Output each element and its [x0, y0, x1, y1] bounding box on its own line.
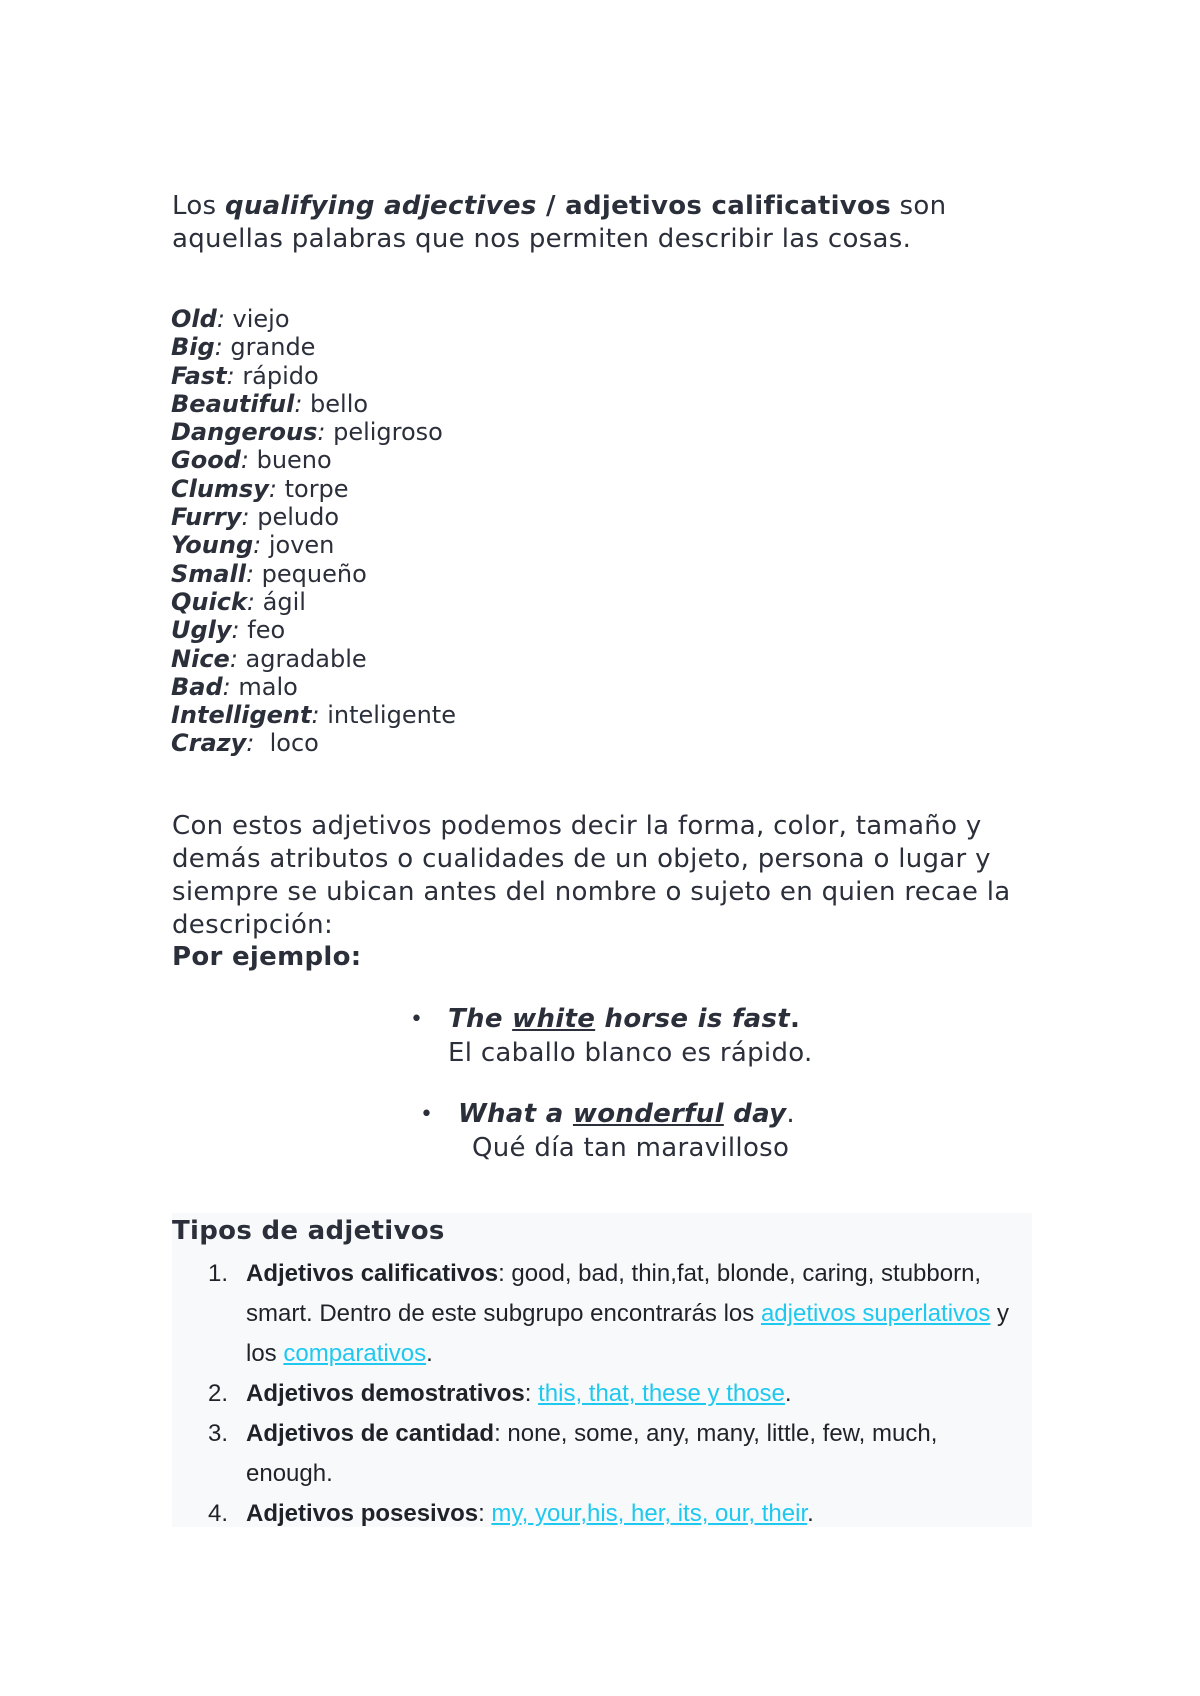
- vocab-item: Young: joven: [171, 531, 335, 560]
- vocab-spanish: bello: [302, 389, 369, 418]
- bullet-icon: •: [410, 1007, 424, 1032]
- vocab-english: Small: [171, 559, 246, 588]
- vocab-english: Clumsy: [171, 474, 269, 503]
- vocab-spanish: bueno: [248, 446, 332, 475]
- vocab-english: Beautiful: [171, 389, 295, 418]
- list-item: [208, 1414, 1028, 1494]
- term-english: qualifying adjectives: [224, 191, 537, 221]
- intro-text-end: son aquellas palabras que nos permiten describir las cosas.: [172, 191, 947, 254]
- vocab-spanish: feo: [239, 616, 286, 645]
- term-spanish: adjetivos calificativos: [565, 191, 891, 221]
- vocab-item: Big: grande: [171, 333, 316, 362]
- vocab-item: Small: pequeño: [171, 559, 367, 588]
- vocab-english: Furry: [171, 503, 242, 532]
- vocab-item: Old: viejo: [171, 305, 290, 333]
- possessives-link[interactable]: my, your,his, her, its, our, their: [491, 1500, 808, 1527]
- vocab-english: Big: [171, 333, 215, 362]
- vocab-item: Ugly: feo: [171, 616, 286, 645]
- type-label: Adjetivos calificativos: [246, 1260, 499, 1287]
- vocab-spanish: viejo: [224, 305, 290, 333]
- list-item: 2. Adjetivos demostrativos: this, that, these y those.: [208, 1374, 1028, 1414]
- vocab-spanish: torpe: [276, 474, 349, 503]
- vocab-spanish: joven: [261, 531, 335, 560]
- list-number: 3.: [208, 1420, 229, 1447]
- vocab-english: Fast: [171, 361, 227, 390]
- demonstratives-link[interactable]: this, that, these y those: [538, 1380, 785, 1407]
- types-list: [208, 1254, 1028, 1534]
- comparatives-link[interactable]: comparativos: [283, 1340, 427, 1367]
- type-label: Adjetivos demostrativos: [246, 1380, 525, 1407]
- vocab-item: Crazy: loco: [171, 729, 319, 758]
- vocab-item: Good: bueno: [171, 446, 332, 475]
- vocab-english: Bad: [171, 672, 223, 701]
- vocab-english: Crazy: [171, 729, 247, 758]
- list-number: 1.: [208, 1260, 229, 1287]
- list-number: 2.: [208, 1380, 229, 1407]
- vocab-item: Fast: rápido: [171, 361, 319, 390]
- vocab-item: Bad: malo: [171, 672, 298, 701]
- vocab-english: Old: [171, 305, 217, 333]
- vocab-english: Good: [171, 446, 241, 475]
- superlatives-link[interactable]: adjetivos superlativos: [760, 1300, 991, 1327]
- type-label: Adjetivos posesivos: [246, 1500, 479, 1527]
- vocab-spanish: inteligente: [319, 701, 456, 730]
- vocab-spanish: ágil: [255, 587, 306, 616]
- intro-paragraph: [172, 190, 1032, 256]
- list-item: 1. Adjetivos calificativos: good, bad, thin,fat, blonde, caring, stubborn, smart. Dentro de este subgrupo encontrarás los adjetivos superlativos y los comparativos.: [208, 1254, 1028, 1374]
- type-label: Adjetivos de cantidad: [246, 1420, 495, 1447]
- type-text: : none, some, any, many, little, few, much, enough.: [246, 1420, 938, 1487]
- example-translation: Qué día tan maravilloso: [472, 1133, 790, 1163]
- vocab-english: Nice: [171, 644, 230, 673]
- vocab-item: Nice: agradable: [171, 644, 367, 673]
- intro-text-start: Los: [172, 191, 225, 221]
- vocabulary-list: [171, 305, 456, 758]
- types-title: Tipos de adjetivos: [172, 1216, 445, 1246]
- list-item: 4. Adjetivos posesivos: my, your,his, her, its, our, their.: [208, 1494, 1028, 1534]
- vocab-spanish: rápido: [234, 361, 319, 390]
- vocab-spanish: pequeño: [254, 559, 367, 588]
- description-paragraph: Con estos adjetivos podemos decir la forma, color, tamaño y demás atributos o cualidades de un objeto, persona o lugar y siempre se ubican antes del nombre o sujeto en quien recae la descripción:: [172, 811, 1011, 940]
- vocab-item: Beautiful: bello: [171, 389, 369, 418]
- example-heading: Por ejemplo:: [172, 942, 362, 972]
- vocab-item: Quick: ágil: [171, 587, 306, 616]
- vocab-english: Young: [171, 531, 254, 560]
- vocab-english: Dangerous: [171, 418, 318, 447]
- vocab-english: Intelligent: [171, 701, 312, 730]
- example-sentence: What a wonderful day.: [458, 1099, 795, 1129]
- vocab-english: Ugly: [171, 616, 232, 645]
- vocab-spanish: peludo: [249, 503, 340, 532]
- term-separator: /: [536, 191, 566, 221]
- type-text: : good, bad, thin,fat, blonde, caring, stubborn, smart. Dentro de este subgrupo encontrarás los: [246, 1260, 982, 1327]
- vocab-spanish: grande: [222, 333, 316, 362]
- vocab-spanish: loco: [254, 729, 319, 758]
- highlighted-adjective: white: [512, 1004, 596, 1034]
- vocab-spanish: agradable: [237, 644, 367, 673]
- list-number: 4.: [208, 1500, 229, 1527]
- example-translation: El caballo blanco es rápido.: [448, 1038, 813, 1068]
- bullet-icon: •: [420, 1102, 434, 1127]
- vocab-item: Intelligent: inteligente: [171, 701, 456, 730]
- example-sentence: The white horse is fast.: [448, 1004, 801, 1034]
- vocab-item: Clumsy: torpe: [171, 474, 349, 503]
- vocab-english: Quick: [171, 587, 247, 616]
- vocab-spanish: malo: [230, 672, 298, 701]
- vocab-spanish: peligroso: [325, 418, 443, 447]
- vocab-item: Furry: peludo: [171, 503, 340, 532]
- vocab-item: Dangerous: peligroso: [171, 418, 443, 447]
- highlighted-adjective: wonderful: [572, 1099, 724, 1129]
